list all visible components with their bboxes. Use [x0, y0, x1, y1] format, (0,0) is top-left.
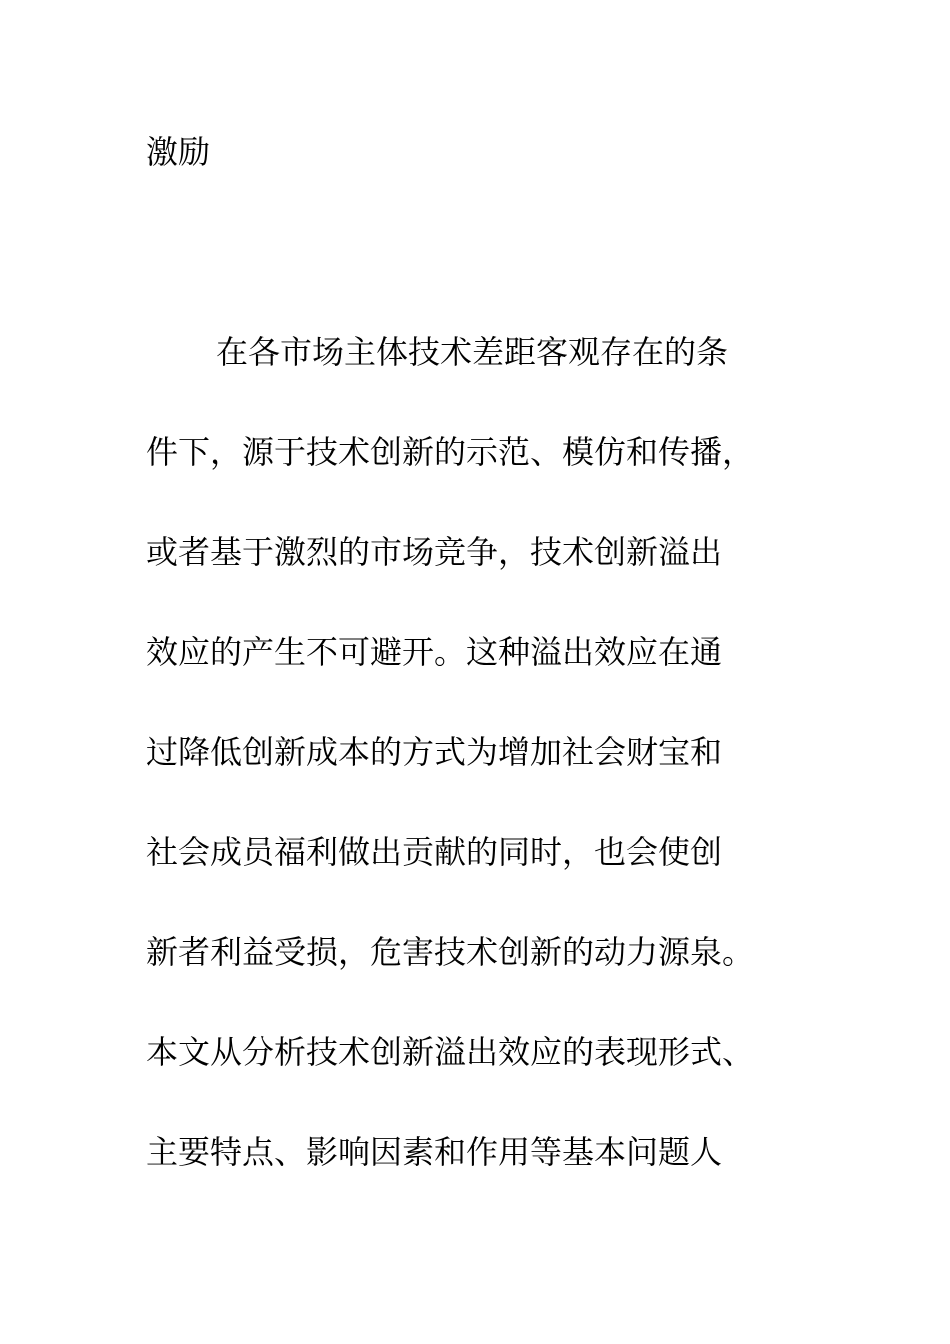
paragraph-line: 或者基于激烈的市场竞争，技术创新溢出: [146, 533, 723, 571]
paragraph-line: 效应的产生不可避开。这种溢出效应在通: [146, 633, 723, 671]
paragraph-line: 在各市场主体技术差距客观存在的条: [216, 333, 729, 371]
paragraph: [146, 326, 826, 1226]
paragraph-line: 过降低创新成本的方式为增加社会财宝和: [146, 733, 723, 771]
paragraph-line: 主要特点、影响因素和作用等基本问题人: [146, 1133, 723, 1171]
paragraph-line: 新者利益受损，危害技术创新的动力源泉。: [146, 933, 755, 971]
paragraph-line: 社会成员福利做出贡献的同时，也会使创: [146, 833, 723, 871]
heading-text: 激励: [146, 133, 211, 171]
paragraph-line: 本文从分析技术创新溢出效应的表现形式、: [146, 1033, 755, 1071]
paragraph-line: 件下，源于技术创新的示范、模仿和传播，: [146, 433, 755, 471]
